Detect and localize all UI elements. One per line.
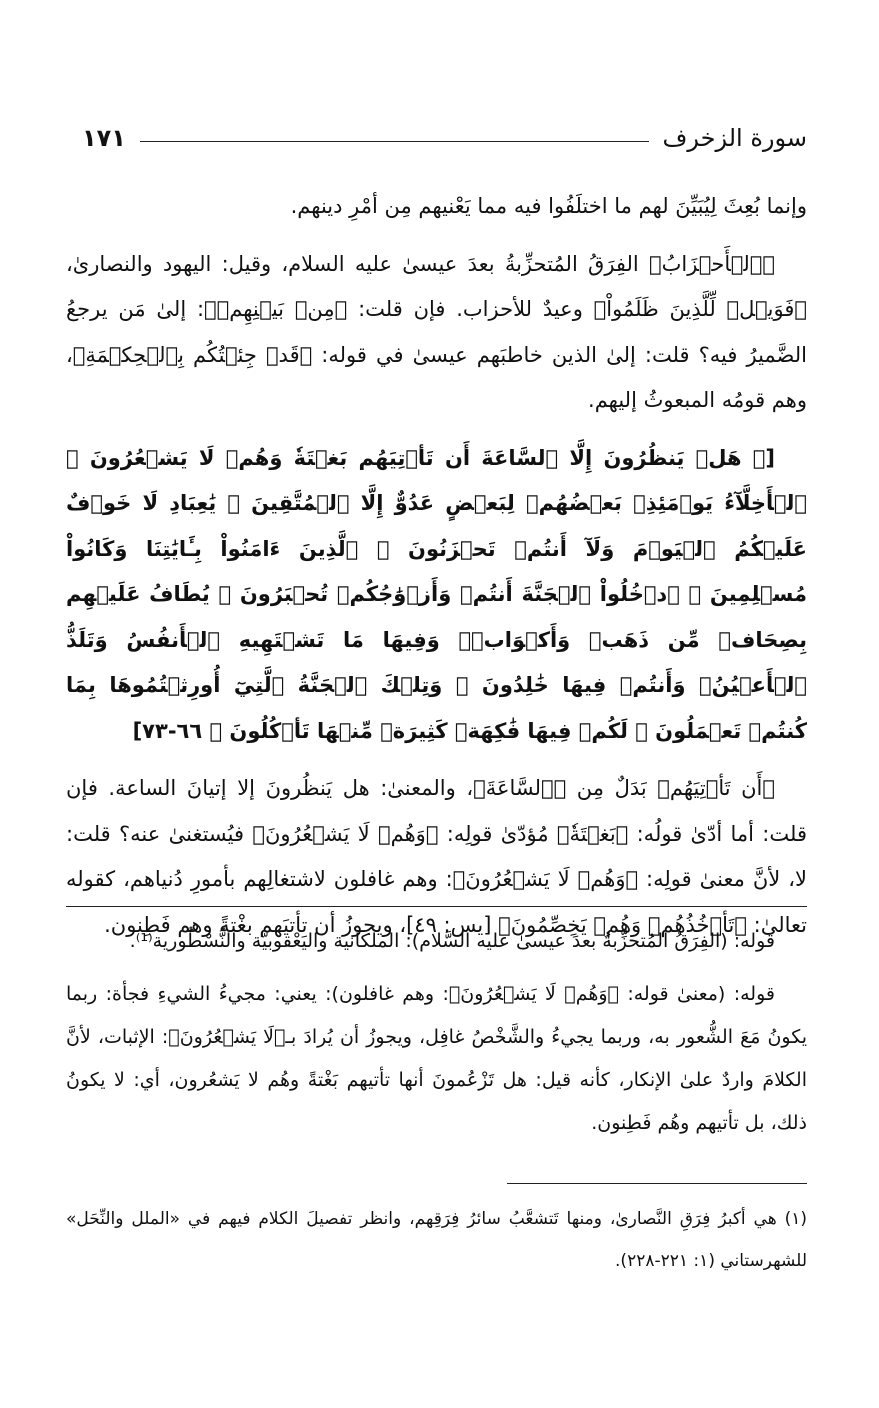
paragraph-commentary: ﴿أَن تَأۡتِيَهُم﴾ بَدَلٌ مِن ﴿ٱلسَّاعَةَ﴾، والمعنىٰ: هل يَنظُرونَ إلا إتيانَ الساعة. فإن قلت: أما أدّىٰ قولُه: ﴿بَغۡتَةٗ﴾ مُؤدّىٰ قولِه: ﴿وَهُمۡ لَا يَشۡعُرُونَ﴾ فيُستغنىٰ عنه؟ قلت: لا، لأنَّ معنىٰ قولِه: ﴿وَهُمۡ لَا يَشۡعُرُونَ﴾: وهم غافلون لاشتغالِهم بأمورِ دُنياهم، كقوله تعالىٰ: ﴿تَأۡخُذُهُمۡ وَهُمۡ يَخِصِّمُونَ﴾ [يس: ٤٩]، ويجوزُ أن تأتيَهم بغْتةً وهم فَطِنون. — [66, 776, 807, 937]
quran-verses-block: [﴿ هَلۡ يَنظُرُونَ إِلَّا ٱلسَّاعَةَ أَن تَأۡتِيَهُم بَغۡتَةٗ وَهُمۡ لَا يَشۡعُرُونَ ۞ ٱلۡأَخِلَّآءُ يَوۡمَئِذِۭ بَعۡضُهُمۡ لِبَعۡضٍ عَدُوٌّ إِلَّا ٱلۡمُتَّقِينَ ۞ يَٰعِبَادِ لَا خَوۡفٌ عَلَيۡكُمُ ٱلۡيَوۡمَ وَلَآ أَنتُمۡ تَحۡزَنُونَ ۞ ٱلَّذِينَ ءَامَنُواْ بِـَٔايَٰتِنَا وَكَانُواْ مُسۡلِمِينَ ۞ ٱدۡخُلُواْ ٱلۡجَنَّةَ أَنتُمۡ وَأَزۡوَٰجُكُمۡ تُحۡبَرُونَ ۞ يُطَافُ عَلَيۡهِم بِصِحَافٖ مِّن ذَهَبٖ وَأَكۡوَابٖۖ وَفِيهَا مَا تَشۡتَهِيهِ ٱلۡأَنفُسُ وَتَلَذُّ ٱلۡأَعۡيُنُۖ وَأَنتُمۡ فِيهَا خَٰلِدُونَ ۞ وَتِلۡكَ ٱلۡجَنَّةُ ٱلَّتِيٓ أُورِثۡتُمُوهَا بِمَا كُنتُمۡ تَعۡمَلُونَ ۞ لَكُمۡ فِيهَا فَٰكِهَةٞ كَثِيرَةٞ مِّنۡهَا تَأۡكُلُونَ ﴾ ٦٦-٧٣] — [66, 445, 807, 743]
main-text — [66, 184, 807, 960]
marginal-notes — [66, 920, 807, 1155]
note-unawareness: قوله: (معنىٰ قوله: ﴿وَهُمۡ لَا يَشۡعُرُونَ﴾: وهم غافلون): يعني: مجيءُ الشيءِ فجأة: ربما يكونُ مَعَ الشُّعور به، وربما يجيءُ والشَّخْصُ غافِل، ويجوزُ أن يُرادَ بـ﴿لَا يَشۡعُرُونَ﴾: الإثبات، لأنَّ الكلامَ واردٌ علىٰ الإنكار، كأنه قيل: هل تَزْعُمونَ أنها تأتيهم بَغْتةً وهُم لا يَشعُرون، أي: لا يكونُ ذلك، بل تأتيهم وهُم فَطِنون. — [66, 983, 807, 1134]
footnote — [66, 1198, 807, 1282]
page-header — [82, 118, 807, 158]
surah-title: سورة الزخرف — [662, 124, 807, 152]
paragraph-intro: وإنما بُعِثَ لِيُبَيِّنَ لهم ما اختلَفُوا فيه مما يَعْنيهم مِن أمْرِ دينهم. — [290, 194, 807, 218]
footnote-text: (١) هي أكبرُ فِرَقِ النَّصارىٰ، ومنها تَتشعَّبُ سائرُ فِرَقِهم، وانظر تفصيلَ الكلام فيهم في «الملل والنِّحَل» للشهرستاني (١: ٢٢١-٢٢٨). — [66, 1209, 807, 1271]
header-rule — [140, 141, 649, 142]
paragraph-ahzab: ﴿ٱلۡأَحۡزَابُ﴾ الفِرَقُ المُتحزِّبةُ بعدَ عيسىٰ عليه السلام، وقيل: اليهود والنصارىٰ، ﴿فَوَيۡلٞ لِّلَّذِينَ ظَلَمُواْ﴾ وعيدٌ للأحزاب. فإن قلت: ﴿مِنۢ بَيۡنِهِمۡ﴾: إلىٰ مَن يرجعُ الضَّميرُ فيه؟ قلت: إلىٰ الذين خاطبَهم عيسىٰ في قوله: ﴿قَدۡ جِئۡتُكُم بِٱلۡحِكۡمَةِ﴾، وهم قومُه المبعوثُ إليهم. — [66, 251, 807, 412]
page-number: ١٧١ — [82, 124, 126, 152]
note-sects: قوله: (الفِرَقُ المُتحزِّبةُ بعدَ عيسىٰ عليه السَّلام): الملكانية واليَعْقوبيّة والنُّسْطُورية⁽¹⁾. — [129, 930, 775, 952]
footnote-divider — [507, 1183, 807, 1184]
commentary-divider — [66, 906, 807, 907]
